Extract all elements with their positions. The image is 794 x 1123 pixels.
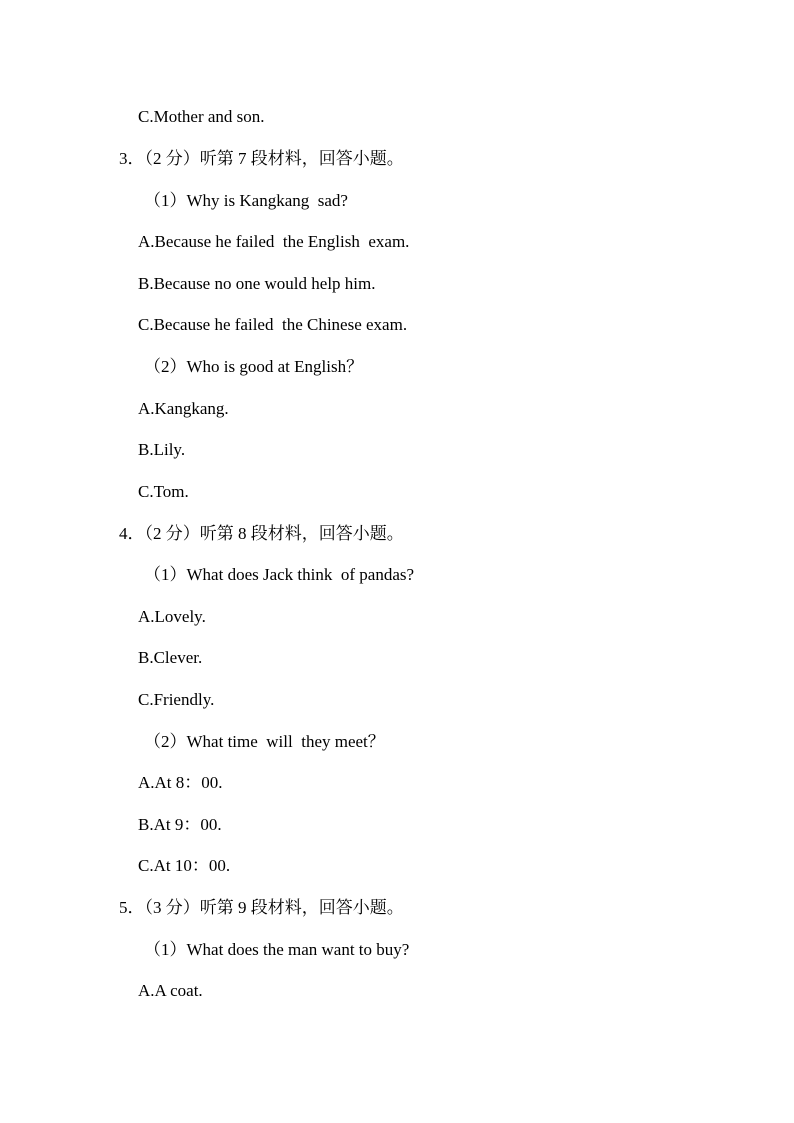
q4-sub1-option-b: B.Clever. bbox=[138, 648, 203, 667]
question-5-heading: 5．（3 分）听第 9 段材料，回答小题。 bbox=[119, 898, 404, 917]
q5-sub1-option-a: A.A coat. bbox=[138, 981, 203, 1000]
q4-sub2-option-c: C.At 10：00. bbox=[138, 856, 231, 875]
q4-sub1-prompt: （1）What does Jack think of pandas? bbox=[144, 565, 415, 584]
q4-sub1-option-a: A.Lovely. bbox=[138, 607, 206, 626]
q5-sub1-prompt: （1）What does the man want to buy? bbox=[144, 940, 410, 959]
q3-sub1-option-b: B.Because no one would help him. bbox=[138, 274, 376, 293]
question-3-heading: 3．（2 分）听第 7 段材料，回答小题。 bbox=[119, 149, 404, 168]
q3-sub1-prompt: （1）Why is Kangkang sad? bbox=[144, 191, 348, 210]
q3-sub2-option-b: B.Lily. bbox=[138, 440, 186, 459]
q3-sub1-option-a: A.Because he failed the English exam. bbox=[138, 232, 410, 251]
q4-sub1-option-c: C.Friendly. bbox=[138, 690, 215, 709]
q3-sub1-option-c: C.Because he failed the Chinese exam. bbox=[138, 315, 408, 334]
q3-sub2-option-a: A.Kangkang. bbox=[138, 399, 229, 418]
q4-sub2-prompt: （2）What time will they meet？ bbox=[144, 732, 385, 751]
q3-sub2-prompt: （2）Who is good at English？ bbox=[144, 357, 364, 376]
question-4-heading: 4．（2 分）听第 8 段材料，回答小题。 bbox=[119, 524, 404, 543]
q4-sub2-option-a: A.At 8：00. bbox=[138, 773, 223, 792]
q3-sub2-option-c: C.Tom. bbox=[138, 482, 189, 501]
q4-sub2-option-b: B.At 9：00. bbox=[138, 815, 222, 834]
q2-option-c: C.Mother and son. bbox=[138, 107, 265, 126]
